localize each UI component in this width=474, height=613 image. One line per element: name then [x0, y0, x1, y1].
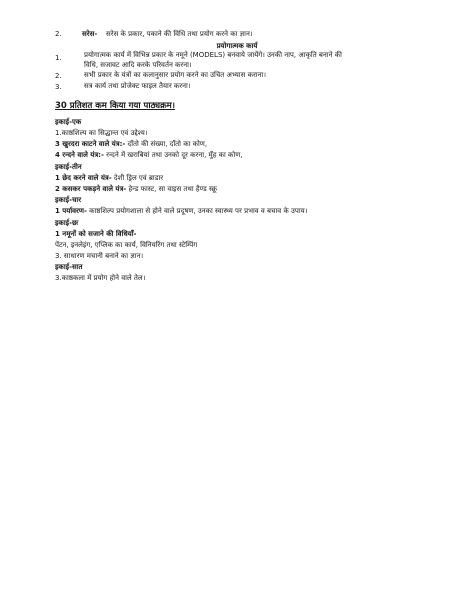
- list-text: सरेस के प्रकार, पकाने की विधि तथा प्रयोग करने का ज्ञान।: [106, 30, 253, 38]
- unit-line: [55, 140, 207, 149]
- unit-heading: इकाई-तीन: [55, 163, 82, 171]
- unit-heading: इकाई-छः: [55, 219, 79, 227]
- unit-line-label: 1 पर्यावरण-: [55, 207, 87, 215]
- list-number: 2.: [55, 72, 62, 80]
- practical-heading: प्रयोगात्मक कार्य: [216, 42, 258, 50]
- unit-line: पेंटन, इनलेइंग, एप्लिक का कार्य, विनियरिंग तथा स्टेम्पिंग: [55, 241, 198, 249]
- unit-line-label: 3 खुरदरा काटने वाले यंत्र:-: [55, 140, 126, 148]
- unit-heading: इकाई-सात: [55, 263, 83, 271]
- unit-line-label: 2 कसकर पकड़ने वाले यंत्र-: [55, 185, 127, 193]
- unit-heading: इकाई-चार: [55, 196, 82, 204]
- term-label: सरेस-: [82, 30, 98, 38]
- unit-line: 3. साधारण मचानी बनाने का ज्ञान।: [55, 252, 144, 260]
- unit-line: 3.काष्ठकला में प्रयोग होने वाले तेल।: [55, 274, 146, 282]
- unit-line: [55, 174, 163, 183]
- unit-line: [55, 151, 243, 160]
- syllabus-title: 30 प्रतिशत कम किया गया पाठ्यक्रम।: [55, 101, 175, 111]
- list-text: प्रयोगात्मक कार्य में विभिन्न प्रकार के नमूने (MODELS) बनवाये जायेंगे। उनकी नाप, आकृति बनाने की: [84, 51, 342, 59]
- list-number: 1.: [55, 54, 62, 62]
- unit-heading: इकाई-एक: [55, 118, 82, 126]
- list-number: 2.: [55, 30, 62, 38]
- unit-line-label: 1 नमूनों को सजाने की विधियाँ-: [55, 230, 137, 238]
- unit-line-label: 4 रन्दने वाले यंत्र:-: [55, 151, 104, 159]
- list-number: 3.: [55, 83, 62, 91]
- unit-line-text: दाँतो की संख्या, दाँतो का कोण,: [125, 140, 208, 148]
- unit-line: [55, 185, 217, 194]
- unit-line-text: देशी ड्रिल एवं ब्राडार: [111, 174, 164, 182]
- unit-line-text: काष्ठशिल्प प्रयोगशाला से होने वाले प्रदूषण, उनका स्वास्थ्य पर प्रभाव व बचाव के उपाय।: [86, 207, 308, 215]
- unit-line: [55, 207, 307, 216]
- unit-line-label: 1 छेद करने वाले यंत्र-: [55, 174, 112, 182]
- unit-line: [55, 230, 136, 239]
- unit-line-text: हेन्ड फास्ट, सा वाइस तथा हैण्ड स्क्रू: [126, 185, 218, 193]
- list-text: सभी प्रकार के यंत्रों का कलानुसार प्रयोग करने का उचित अभ्यास कराना।: [84, 71, 266, 79]
- list-text: विधि, सजावट आदि करके परिवर्तन करना।: [84, 61, 192, 69]
- list-text: सत्र कार्य तथा प्रोजेक्ट फाइल तैयार करना।: [84, 82, 191, 90]
- unit-line-text: रन्दने में खराबियां तथा उनको दूर करना, मुँह का कोण,: [103, 151, 243, 159]
- unit-line: 1.काष्ठशिल्प का सिद्धान्त एवं उद्देश्य।: [55, 129, 148, 137]
